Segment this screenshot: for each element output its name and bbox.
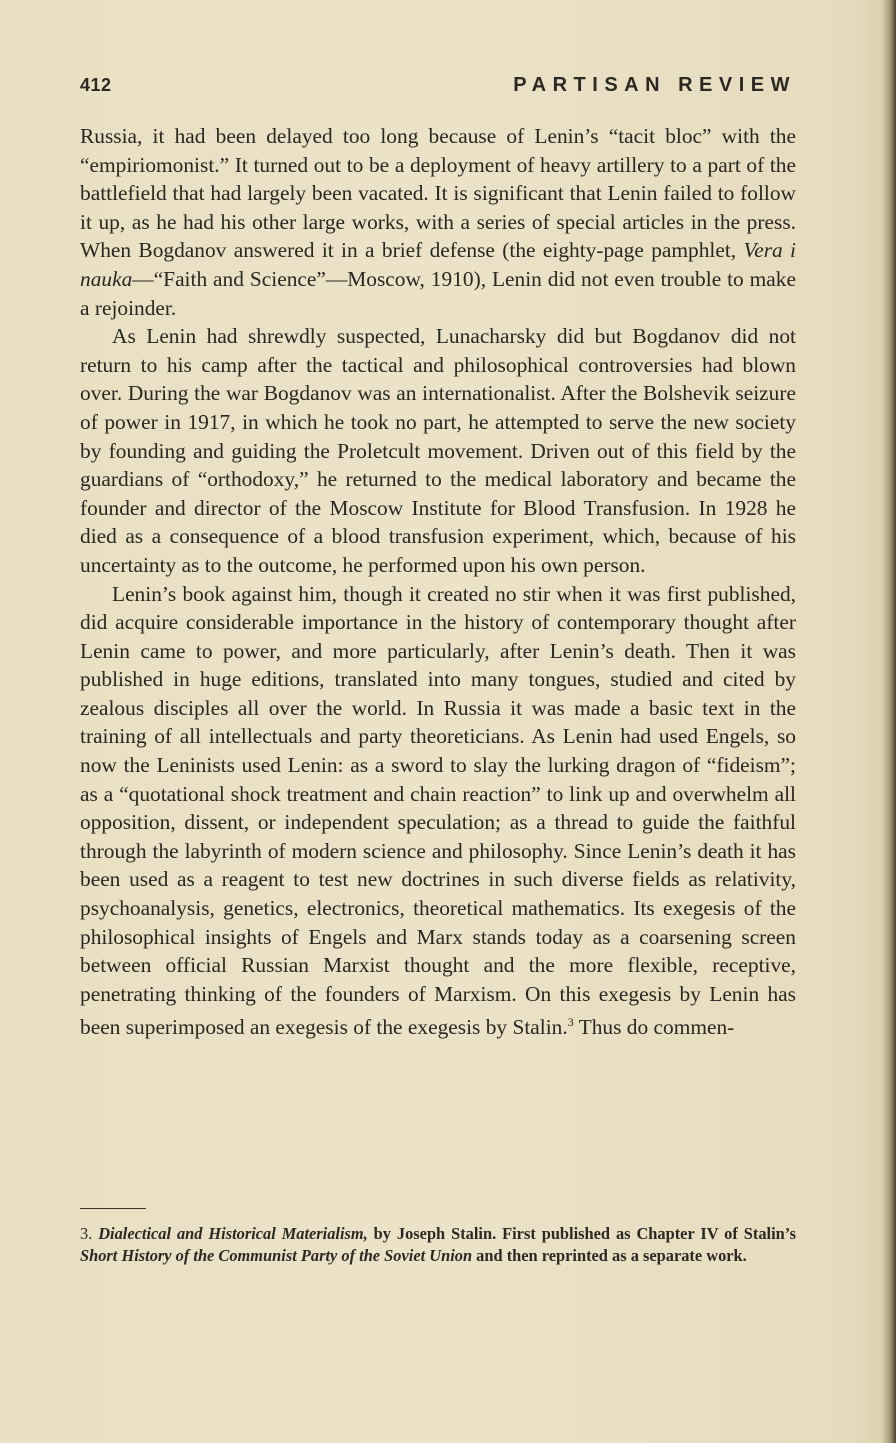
footnote-title-2: Short History of the Communist Party of the Soviet Union bbox=[80, 1246, 473, 1265]
footnote bbox=[80, 1223, 796, 1267]
footnote-text-2: and then reprinted as a separate work. bbox=[472, 1246, 747, 1265]
running-head bbox=[80, 74, 796, 104]
page-number: 412 bbox=[80, 75, 112, 95]
paragraph-3-text-end: Thus do commen- bbox=[573, 1015, 735, 1040]
journal-title: PARTISAN REVIEW bbox=[513, 74, 796, 96]
page-edge-shadow bbox=[882, 0, 896, 1443]
paragraph-1 bbox=[80, 122, 796, 322]
footnote-number: 3. bbox=[80, 1224, 93, 1243]
paragraph-3 bbox=[80, 580, 796, 1043]
paragraph-3-text: Lenin’s book against him, though it created no stir when it was first published, did acquire considerable importance in the history of contemporary thought after Lenin came to power, and more particularly, after Lenin’s death. Then it was published in huge editions, translated into many tongues, studied and cited by zealous disciples all over the world. In Russia it was made a basic text in the training of all intellectuals and party theoreticians. As Lenin had used Engels, so now the Leninists used Lenin: as a sword to slay the lurking dragon of “fideism”; as a “quotational shock treatment and chain reaction” to link up and overwhelm all opposition, dissent, or independent speculation; as a thread to guide the faithful through the labyrinth of modern science and philosophy. Since Lenin’s death it has been used as a reagent to test new doctrines in such diverse fields as relativity, psychoanalysis, genetics, electronics, theoretical mathematics. Its exegesis of the philosophical insights of Engels and Marx stands today as a coarsening screen between official Russian Marxist thought and the more flexible, receptive, penetrating thinking of the founders of Marxism. On this exegesis by Lenin has been superimposed an exegesis of the exegesis by Stalin. bbox=[80, 581, 796, 1040]
body-text bbox=[80, 122, 796, 1042]
book-title-vera-i-nauka: Vera i nauka bbox=[80, 238, 796, 291]
footnote-reference: 3 bbox=[567, 1015, 574, 1030]
footnote-text-1: by Joseph Stalin. First published as Chapter IV of Stalin’s bbox=[367, 1224, 796, 1243]
footnote-title-1: Dialectical and Historical Materialism, bbox=[98, 1224, 368, 1243]
paragraph-2: As Lenin had shrewdly suspected, Lunacharsky did but Bogdanov did not return to his camp after the tactical and philosophical controversies had blown over. During the war Bogdanov was an internationalist. After the Bolshevik seizure of power in 1917, in which he took no part, he attempted to serve the new society by founding and guiding the Proletcult movement. Driven out of this field by the guardians of “orthodoxy,” he returned to the medical laboratory and became the founder and director of the Moscow Institute for Blood Transfusion. In 1928 he died as a consequence of a blood transfusion experiment, which, because of his uncertainty as to the outcome, he performed upon his own person. bbox=[80, 324, 796, 577]
footnote-divider bbox=[80, 1208, 146, 1209]
paragraph-1-text-end: —“Faith and Science”—Moscow, 1910), Lenin did not even trouble to make a rejoinder. bbox=[80, 266, 796, 320]
paragraph-1-text: Russia, it had been delayed too long because of Lenin’s “tacit bloc” with the “empiriomonist.” It turned out to be a deployment of heavy artillery to a part of the battlefield that had largely been vacated. It is significant that Lenin failed to follow it up, as he had his other large works, with a series of special articles in the press. When Bogdanov answered it in a brief defense (the eighty-page pamphlet, bbox=[80, 124, 796, 263]
